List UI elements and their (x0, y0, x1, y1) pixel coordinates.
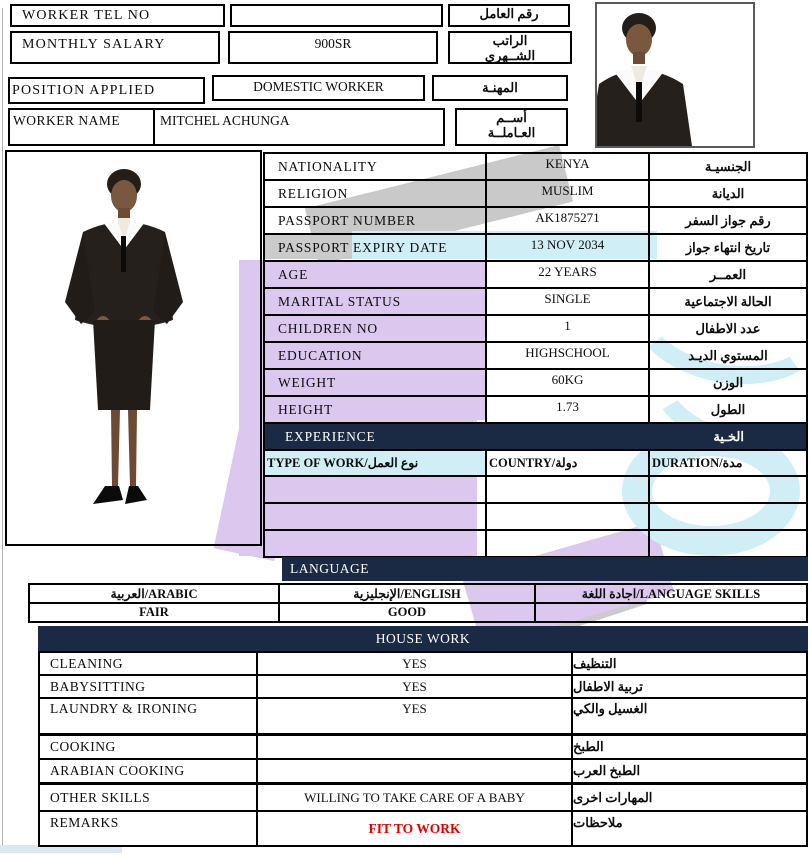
english-skill-value: GOOD (280, 604, 536, 621)
experience-empty-row (265, 504, 806, 531)
arabian-cooking-label: ARABIAN COOKING (40, 760, 258, 782)
table-row (40, 735, 806, 760)
cleaning-value: YES (258, 653, 573, 674)
arabic-column-header: العربية/ARABIC (30, 585, 280, 602)
nationality-arabic: الجنسيـة (704, 158, 752, 174)
height-label: HEIGHT (265, 397, 487, 422)
worker-name-arabic-line1: أســم (496, 110, 527, 125)
age-arabic: العمــر (709, 266, 747, 282)
experience-columns-row (265, 451, 806, 477)
salary-value: 900SR (314, 36, 352, 51)
table-row (40, 653, 806, 676)
worker-tel-label-box (10, 4, 225, 27)
experience-empty-row (265, 531, 806, 556)
house-work-section-header (38, 626, 808, 651)
house-work-title: HOUSE WORK (375, 630, 471, 646)
table-row (40, 784, 806, 812)
cleaning-label: CLEANING (40, 653, 258, 674)
passport-number-value: AK1875271 (487, 208, 650, 233)
language-title: LANGUAGE (290, 561, 369, 576)
cooking-arabic: الطبخ (573, 739, 604, 754)
worker-portrait-photo (595, 2, 755, 148)
remarks-label: REMARKS (40, 812, 258, 845)
table-row (265, 316, 806, 343)
worker-full-photo (5, 150, 262, 546)
weight-value: 60KG (487, 370, 650, 395)
weight-arabic: الوزن (712, 374, 744, 390)
empty-cell (487, 531, 650, 556)
table-row (40, 760, 806, 784)
table-row (265, 208, 806, 235)
empty-cell (650, 504, 806, 529)
salary-value-box (228, 31, 438, 64)
marital-status-value: SINGLE (487, 289, 650, 314)
table-row (265, 154, 806, 181)
table-row (40, 699, 806, 735)
position-label-box (8, 77, 205, 104)
arabian-cooking-value (258, 760, 573, 782)
other-skills-value: WILLING TO TAKE CARE OF A BABY (258, 785, 573, 810)
cooking-label: COOKING (40, 736, 258, 758)
table-row (40, 676, 806, 699)
language-skills-column-header: اجادة اللغة/LANGUAGE SKILLS (581, 586, 761, 601)
passport-expiry-arabic: تاريخ انتهاء جواز (685, 239, 771, 255)
worker-tel-value-box (230, 4, 443, 27)
experience-title: EXPERIENCE (285, 428, 376, 444)
table-row (265, 397, 806, 424)
experience-empty-row (265, 477, 806, 504)
position-value-box (212, 75, 425, 101)
language-section-header (282, 557, 808, 581)
portrait-figure (597, 4, 753, 146)
empty-cell (650, 477, 806, 502)
nationality-value: KENYA (487, 154, 650, 179)
empty-cell (265, 477, 487, 502)
table-row (40, 812, 806, 845)
height-value: 1.73 (487, 397, 650, 422)
empty-cell (487, 504, 650, 529)
type-of-work-column-header: TYPE OF WORK/نوع العمل (265, 451, 487, 475)
children-no-label: CHILDREN NO (265, 316, 487, 341)
worker-name-value-cell (155, 110, 443, 144)
religion-label: RELIGION (265, 181, 487, 206)
position-value: DOMESTIC WORKER (253, 79, 384, 94)
marital-status-label: MARITAL STATUS (265, 289, 487, 314)
education-arabic: المستوي الديـد (688, 347, 768, 363)
passport-expiry-value: 13 NOV 2034 (487, 235, 650, 260)
worker-tel-label: WORKER TEL NO (22, 7, 151, 23)
education-label: EDUCATION (265, 343, 487, 368)
arabic-skill-value: FAIR (30, 604, 280, 621)
worker-name-box (8, 108, 445, 146)
worker-name-arabic-line2: العـاملــة (487, 124, 536, 140)
language-columns-row (30, 585, 806, 604)
worker-name-value: MITCHEL ACHUNGA (160, 113, 290, 128)
worker-name-label: WORKER NAME (13, 113, 121, 128)
age-label: AGE (265, 262, 487, 287)
other-skills-arabic: المهارات اخرى (573, 789, 653, 805)
table-row (265, 370, 806, 397)
babysitting-value: YES (258, 676, 573, 697)
position-arabic-box (432, 75, 568, 101)
page-left-rule (2, 8, 3, 853)
religion-arabic: الديانة (711, 185, 745, 201)
babysitting-label: BABYSITTING (40, 676, 258, 697)
arabian-cooking-arabic: الطبخ العرب (573, 763, 641, 778)
worker-name-arabic-box (455, 108, 568, 146)
language-skills-value (536, 604, 806, 621)
position-arabic: المهنـة (482, 80, 518, 96)
table-row (265, 181, 806, 208)
babysitting-arabic: تربية الاطفال (573, 678, 643, 694)
empty-cell (265, 531, 487, 556)
profile-table (263, 152, 808, 558)
table-row (265, 235, 806, 262)
cooking-value (258, 736, 573, 758)
worker-name-label-cell (10, 110, 155, 144)
empty-cell (265, 504, 487, 529)
salary-arabic-line1: الراتب (492, 33, 528, 48)
remarks-arabic: ملاحظات (573, 815, 623, 830)
laundry-ironing-arabic: الغسيل والكي (573, 701, 648, 716)
table-row (265, 343, 806, 370)
empty-cell (650, 531, 806, 556)
salary-label-box (10, 31, 220, 64)
position-label: POSITION APPLIED (12, 82, 156, 98)
laundry-ironing-label: LAUNDRY & IRONING (40, 699, 258, 733)
laundry-ironing-value: YES (258, 699, 573, 733)
experience-title-arabic: الخـية (713, 428, 744, 444)
religion-value: MUSLIM (487, 181, 650, 206)
marital-status-arabic: الحالة الاجتماعية (684, 293, 772, 309)
remarks-value: FIT TO WORK (258, 812, 573, 845)
salary-arabic-line2: الشــهري (484, 47, 536, 63)
other-skills-label: OTHER SKILLS (40, 785, 258, 810)
english-column-header: الإنجليزية/ENGLISH (280, 585, 536, 602)
house-work-table (38, 651, 808, 847)
passport-number-arabic: رقم جواز السفر (685, 212, 771, 228)
language-values-row (30, 604, 806, 621)
country-column-header: COUNTRY/دولة (487, 451, 650, 475)
full-body-figure (7, 152, 260, 544)
height-arabic: الطول (710, 401, 746, 417)
language-table (28, 583, 808, 623)
duration-column-header: DURATION/مدة (652, 456, 743, 470)
salary-arabic-box (448, 31, 572, 64)
experience-section-header (265, 424, 806, 451)
empty-cell (487, 477, 650, 502)
table-row (265, 289, 806, 316)
children-no-arabic: عدد الاطفال (695, 320, 761, 336)
passport-expiry-label: PASSPORT EXPIRY DATE (265, 235, 487, 260)
passport-number-label: PASSPORT NUMBER (265, 208, 487, 233)
age-value: 22 YEARS (487, 262, 650, 287)
cleaning-arabic: التنظيف (573, 655, 617, 671)
nationality-label: NATIONALITY (265, 154, 487, 179)
worker-tel-arabic-box (448, 4, 570, 27)
children-no-value: 1 (487, 316, 650, 341)
table-row (265, 262, 806, 289)
salary-label: MONTHLY SALARY (22, 37, 166, 52)
education-value: HIGHSCHOOL (487, 343, 650, 368)
worker-tel-arabic: رقم العامل (479, 6, 539, 21)
weight-label: WEIGHT (265, 370, 487, 395)
